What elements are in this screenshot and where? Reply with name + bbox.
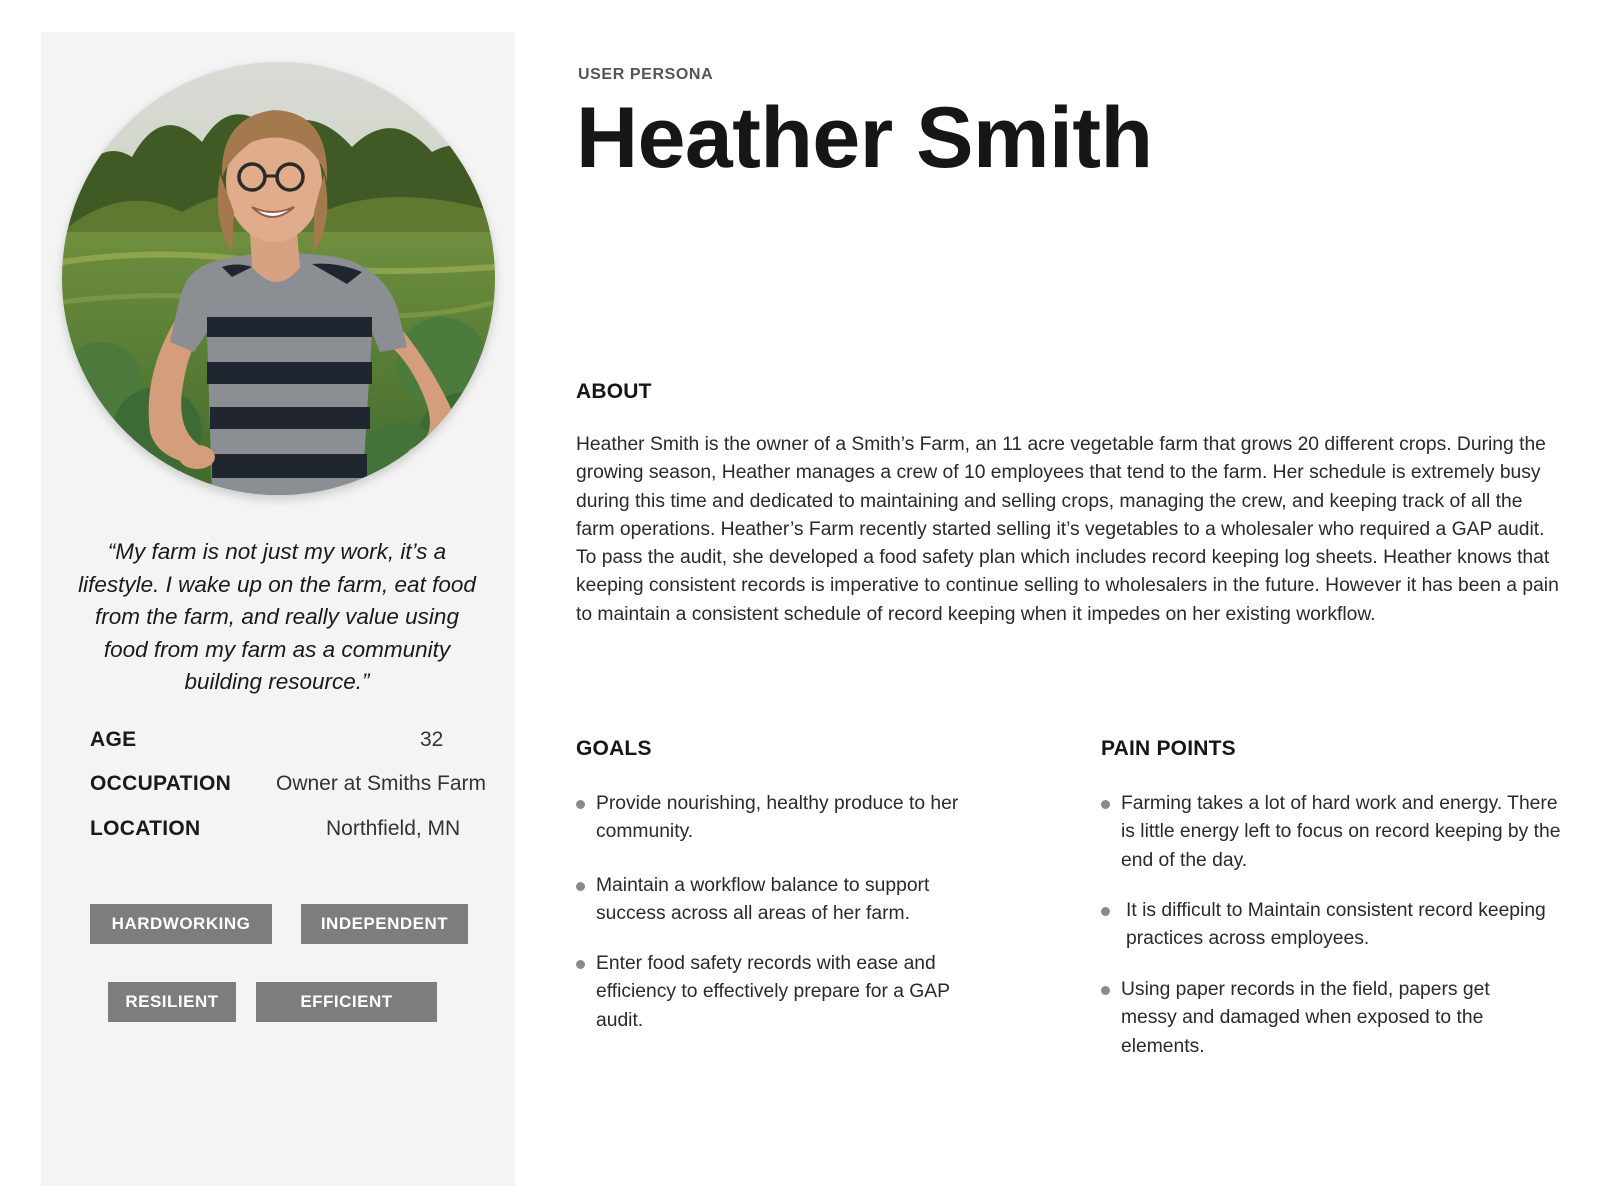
- goal-text: Provide nourishing, healthy produce to her community.: [596, 793, 959, 843]
- bullet-icon: [1101, 986, 1110, 995]
- pain-point-text: It is difficult to Maintain consistent record keeping practices across employees.: [1126, 900, 1546, 950]
- goal-text: Enter food safety records with ease and efficiency to effectively prepare for a GAP audit.: [596, 953, 950, 1031]
- page-eyebrow: USER PERSONA: [578, 66, 714, 83]
- list-item: [1101, 790, 1561, 875]
- fact-value: Northfield, MN: [326, 817, 461, 840]
- about-heading: ABOUT: [576, 380, 652, 403]
- persona-photo-illustration: [62, 62, 495, 495]
- trait-tag-independent: INDEPENDENT: [301, 904, 468, 944]
- bullet-icon: [1101, 800, 1110, 809]
- fact-row-age: [90, 728, 500, 758]
- fact-value: 32: [420, 728, 444, 751]
- trait-tag-efficient: EFFICIENT: [256, 982, 437, 1022]
- pain-points-heading: PAIN POINTS: [1101, 737, 1236, 760]
- fact-row-location: [90, 817, 500, 847]
- persona-quote: “My farm is not just my work, it’s a lifestyle. I wake up on the farm, eat food from the farm, and really value using food from my farm as a community building resource.”: [78, 539, 476, 694]
- list-item: [1101, 897, 1546, 954]
- fact-value: Owner at Smiths Farm: [276, 772, 487, 795]
- persona-name: Heather Smith: [576, 90, 1153, 186]
- list-item: [576, 872, 996, 929]
- bullet-icon: [576, 800, 585, 809]
- pain-point-text: Farming takes a lot of hard work and energy. There is little energy left to focus on record keeping by the end of the day.: [1121, 793, 1561, 871]
- list-item: [1101, 976, 1541, 1061]
- trait-tag-hardworking: HARDWORKING: [90, 904, 272, 944]
- bullet-icon: [1101, 907, 1110, 916]
- persona-photo: [62, 62, 495, 495]
- pain-point-text: Using paper records in the field, papers get messy and damaged when exposed to the elements.: [1121, 979, 1490, 1057]
- goals-heading: GOALS: [576, 737, 652, 760]
- fact-label: OCCUPATION: [90, 772, 232, 795]
- list-item: [576, 950, 996, 1035]
- fact-row-occupation: [90, 772, 500, 802]
- trait-tag-resilient: RESILIENT: [108, 982, 236, 1022]
- fact-label: LOCATION: [90, 817, 201, 840]
- about-text: Heather Smith is the owner of a Smith’s Farm, an 11 acre vegetable farm that grows 20 different crops. During the growing season, Heather manages a crew of 10 employees that tend to the farm. Her schedule is extremely busy during this time and dedicated to maintaining and selling crops, managing the crew, and keeping track of all the farm operations. Heather’s Farm recently started selling it’s vegetables to a wholesaler who required a GAP audit. To pass the audit, she developed a food safety plan which includes record keeping log sheets. Heather knows that keeping consistent records is imperative to continue selling to wholesalers in the future. However it has been a pain to maintain a consistent schedule of record keeping when it impedes on her existing workflow.: [576, 434, 1559, 625]
- bullet-icon: [576, 960, 585, 969]
- goal-text: Maintain a workflow balance to support success across all areas of her farm.: [596, 875, 930, 925]
- list-item: [576, 790, 1006, 847]
- fact-label: AGE: [90, 728, 137, 751]
- bullet-icon: [576, 882, 585, 891]
